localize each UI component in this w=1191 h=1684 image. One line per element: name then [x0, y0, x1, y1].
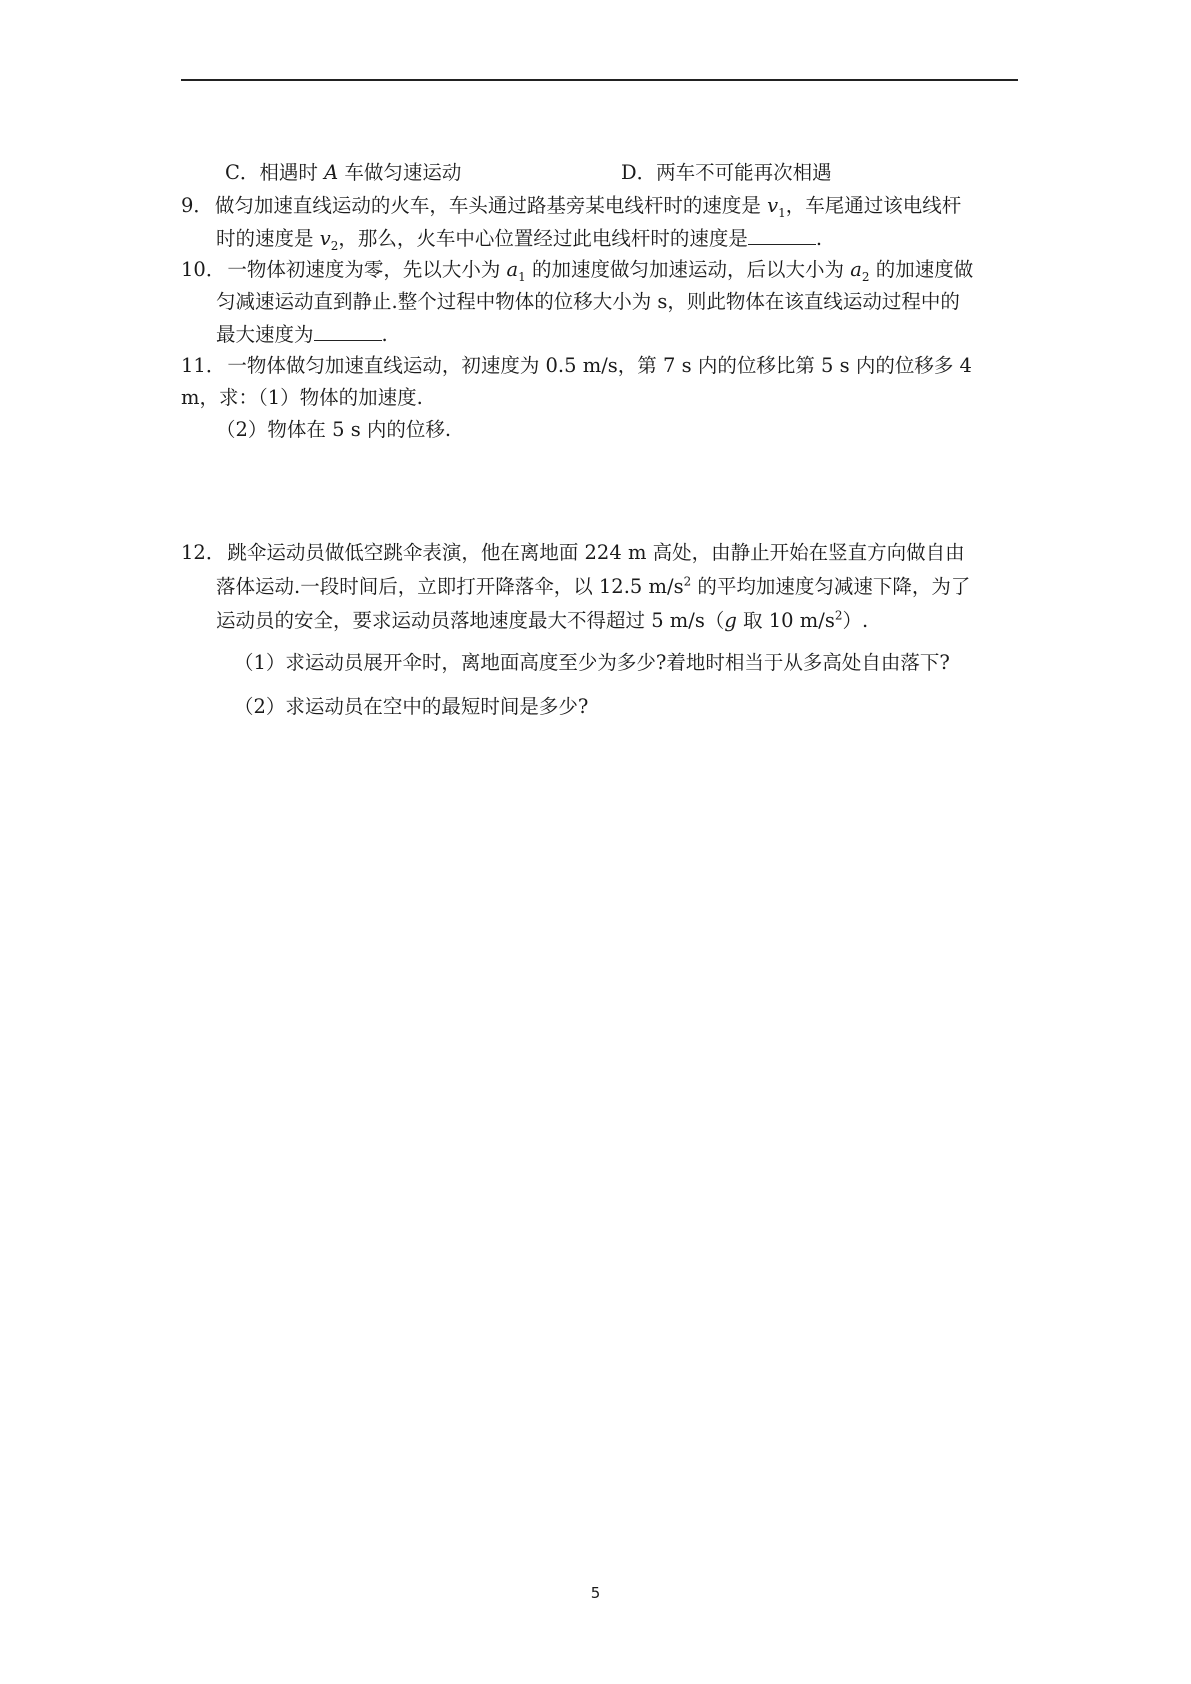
question-10-line-2	[216, 292, 960, 312]
question-12-text-6: ）.	[842, 609, 869, 632]
question-10-line-3	[216, 324, 388, 345]
question-9-text-4: ，那么，火车中心位置经过此电线杆时的速度是	[338, 227, 748, 250]
question-9-number: 9．	[181, 194, 213, 217]
header-rule	[181, 79, 1018, 81]
question-9-line-2	[216, 227, 823, 253]
answer-blank	[314, 324, 382, 341]
question-10-period: .	[381, 323, 388, 346]
option-c-variable: A	[324, 161, 339, 184]
question-11-text-1: 一物体做匀加速直线运动，初速度为 0.5 m/s，第 7 s 内的位移比第 5 s 内的位移多 4	[227, 354, 972, 377]
question-12-text-5: 取 10 m/s	[736, 609, 835, 632]
answer-blank	[748, 228, 816, 245]
option-c-text-post: 车做匀速运动	[338, 161, 462, 184]
option-c	[225, 163, 461, 183]
option-d-label: D．	[621, 161, 657, 184]
question-12-number: 12．	[181, 541, 226, 564]
question-11-line-1	[181, 356, 972, 376]
question-9-text-3: 时的速度是	[216, 227, 320, 250]
question-10-text-3: 的加速度做	[869, 258, 974, 281]
g-variable: g	[724, 609, 737, 632]
a1-subscript: 1	[518, 269, 526, 284]
question-11-text-2: m，求：（1）物体的加速度.	[181, 386, 423, 409]
question-9-line-1	[181, 194, 962, 220]
option-c-text-pre: 相遇时	[259, 161, 325, 184]
question-12-line-2	[216, 574, 971, 598]
squared-superscript: 2	[834, 608, 843, 623]
question-11-line-3	[216, 420, 451, 440]
a2-subscript: 2	[861, 269, 870, 284]
option-d	[621, 163, 832, 183]
question-11-line-2	[181, 388, 423, 408]
question-10-text-5: 最大速度为	[216, 323, 314, 346]
question-12-text-7: （1）求运动员展开伞时，离地面高度至少为多少?着地时相当于从多高处自由落下?	[234, 651, 950, 674]
question-11-number: 11．	[181, 354, 226, 377]
page-number: 5	[590, 1584, 601, 1602]
question-9-text-2: ，车尾通过该电线杆	[785, 194, 962, 217]
option-d-text: 两车不可能再次相遇	[656, 161, 832, 184]
option-c-label: C．	[225, 161, 260, 184]
question-12-text-3: 的平均加速度匀减速下降，为了	[691, 575, 971, 598]
v2-subscript: 2	[330, 238, 339, 253]
question-12-text-2: 落体运动.一段时间后，立即打开降落伞，以 12.5 m/s	[216, 575, 684, 598]
squared-superscript: 2	[683, 574, 692, 589]
question-12-line-3	[216, 608, 869, 632]
a1-variable: a	[506, 258, 519, 281]
question-9-period: .	[815, 227, 823, 250]
question-12-line-1	[181, 543, 965, 563]
question-12-text-1: 跳伞运动员做低空跳伞表演，他在离地面 224 m 高处，由静止开始在竖直方向做自由	[227, 541, 965, 564]
question-9-text-1: 做匀加速直线运动的火车，车头通过路基旁某电线杆时的速度是	[214, 194, 768, 217]
v1-variable: v	[767, 194, 779, 217]
question-12-text-4: 运动员的安全，要求运动员落地速度最大不得超过 5 m/s（	[216, 609, 725, 632]
question-12-subquestion-1	[234, 653, 950, 673]
question-10-number: 10．	[181, 258, 226, 281]
question-10-text-4: 匀减速运动直到静止.整个过程中物体的位移大小为 s，则此物体在该直线运动过程中的	[216, 290, 960, 313]
question-12-subquestion-2	[234, 697, 588, 717]
question-10-text-1: 一物体初速度为零，先以大小为	[227, 258, 507, 281]
question-10-text-2: 的加速度做匀加速运动，后以大小为	[525, 258, 851, 281]
question-10-line-1	[181, 258, 974, 284]
a2-variable: a	[850, 258, 862, 281]
v1-subscript: 1	[778, 205, 786, 220]
question-12-text-8: （2）求运动员在空中的最短时间是多少?	[234, 695, 589, 718]
question-11-text-3: （2）物体在 5 s 内的位移.	[216, 418, 452, 441]
v2-variable: v	[319, 227, 331, 250]
